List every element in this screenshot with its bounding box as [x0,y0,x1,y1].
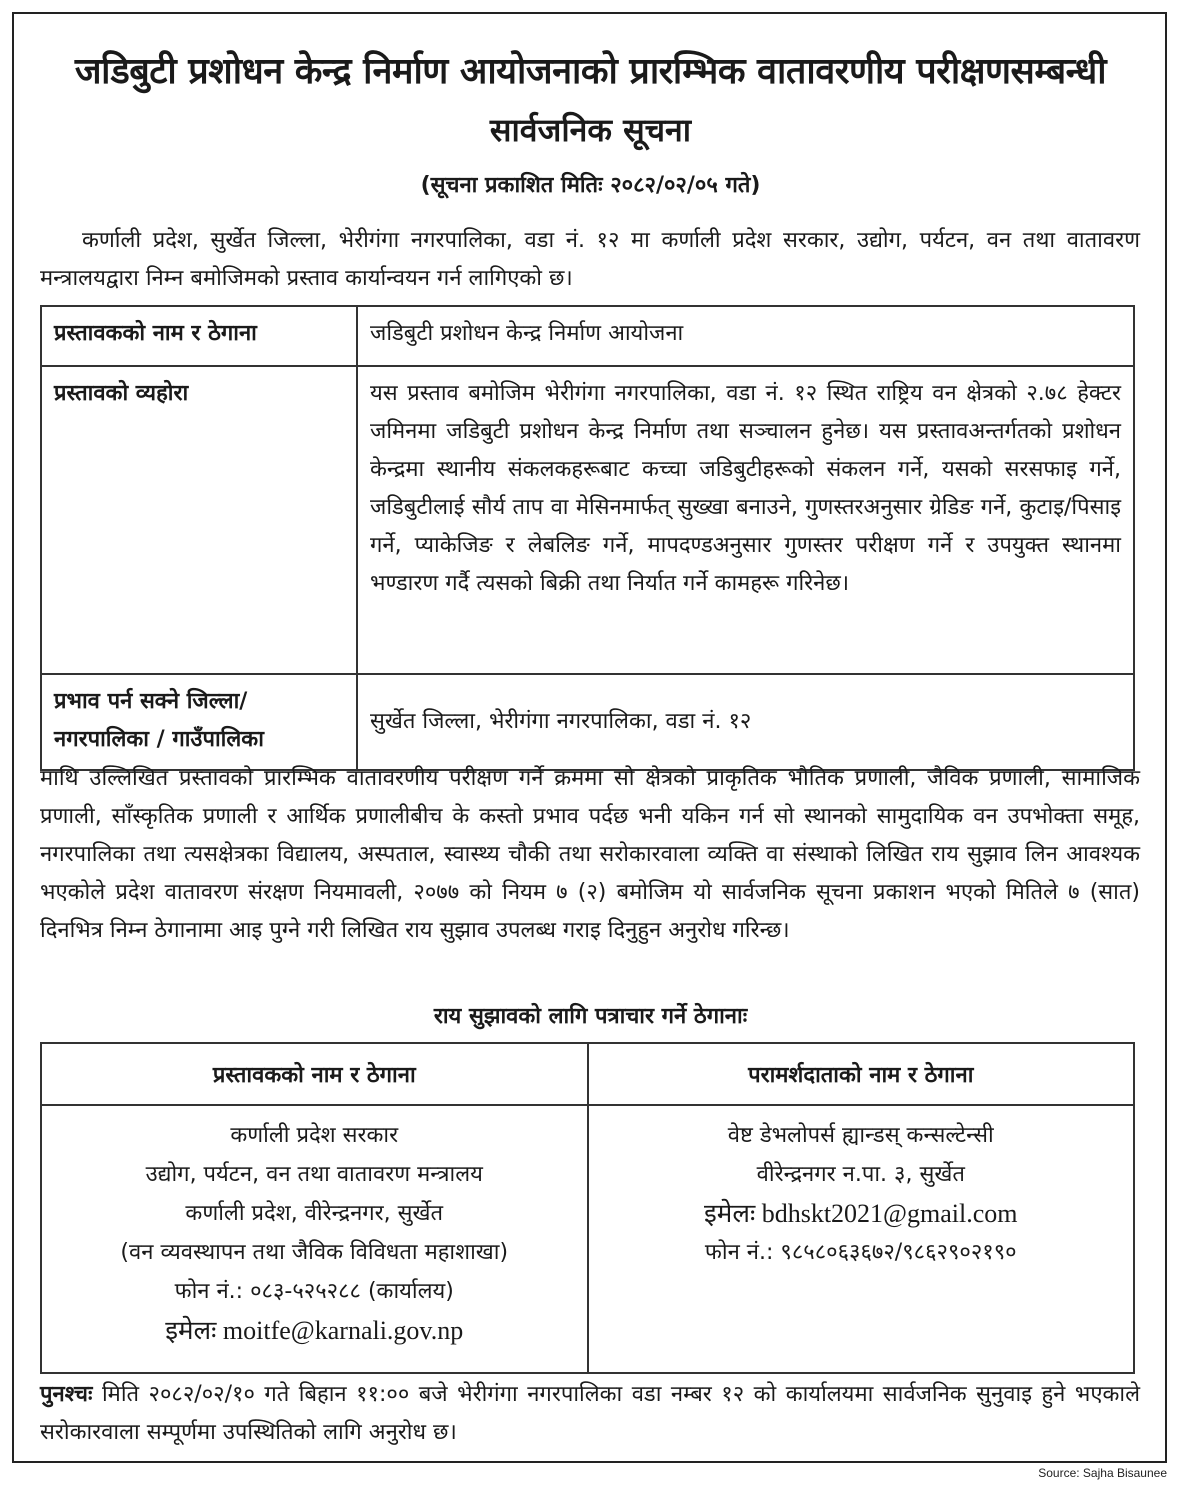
proposal-description-label: प्रस्तावको व्यहोरा [41,366,357,674]
postscript-label: पुनश्चः [40,1382,93,1407]
correspondence-heading: राय सुझावको लागि पत्राचार गर्ने ठेगानाः [433,1004,748,1029]
proponent-line: (वन व्यवस्थापन तथा जैविक विविधता महाशाखा) [120,1240,509,1265]
affected-area-value: सुर्खेत जिल्ला, भेरीगंगा नगरपालिका, वडा नं. १२ [357,674,1134,770]
postscript-text: मिति २०८२/०२/१० गते बिहान ११:०० बजे भेरीगंगा नगरपालिका वडा नम्बर १२ को कार्यालयमा सार्वजनिक सुनुवाइ हुने भएकाले सरोकारवाला सम्पूर्णमा उपस्थितिको लागि अनुरोध छ। [40,1382,1140,1445]
table-row [41,674,1134,770]
proponent-line: उद्योग, पर्यटन, वन तथा वातावरण मन्त्रालय [145,1162,483,1187]
proposal-table [40,305,1135,771]
consultant-email[interactable]: इमेलः bdhskt2021@gmail.com [704,1199,1018,1228]
consultant-line: वीरेन्द्रनगर न.पा. ३, सुर्खेत [756,1162,965,1187]
contacts-table [40,1042,1135,1374]
postscript [40,1376,1140,1452]
proponent-value: जडिबुटी प्रशोधन केन्द्र निर्माण आयोजना [357,306,1134,366]
proponent-phone: फोन नं.: ०८३-५२५२८८ (कार्यालय) [174,1279,454,1304]
table-header-row [41,1043,1134,1105]
consultant-phone: फोन नं.: ९८५८०६३६७२/९८६२९०२१९० [704,1240,1017,1265]
published-date: (सूचना प्रकाशित मितिः २०८२/०२/०५ गते) [420,173,761,198]
table-row [41,366,1134,674]
proponent-address-cell [41,1105,588,1373]
consultant-address-cell [588,1105,1135,1373]
proponent-line: कर्णाली प्रदेश सरकार [230,1123,399,1148]
notice-title: जडिबुटी प्रशोधन केन्द्र निर्माण आयोजनाको प्रारम्भिक वातावरणीय परीक्षणसम्बन्धी [74,51,1107,92]
proponent-label: प्रस्तावकको नाम र ठेगाना [41,306,357,366]
consultant-column-header: परामर्शदाताको नाम र ठेगाना [588,1043,1135,1105]
table-row [41,306,1134,366]
proponent-column-header: प्रस्तावकको नाम र ठेगाना [41,1043,588,1105]
proponent-line: कर्णाली प्रदेश, वीरेन्द्रनगर, सुर्खेत [185,1201,444,1226]
source-credit: Source: Sajha Bisaunee [1038,1466,1167,1480]
main-body-paragraph: माथि उल्लिखित प्रस्तावको प्रारम्भिक वातावरणीय परीक्षण गर्ने क्रममा सो क्षेत्रको प्राकृतिक भौतिक प्रणाली, जैविक प्रणाली, सामाजिक प्रणाली, साँस्कृतिक प्रणाली र आर्थिक प्रणालीबीच के कस्तो प्रभाव पर्दछ भनी यकिन गर्न सो स्थानको सामुदायिक वन उपभोक्ता समूह, नगरपालिका तथा त्यसक्षेत्रका विद्यालय, अस्पताल, स्वास्थ्य चौकी तथा सरोकारवाला व्यक्ति वा संस्थाको लिखित राय सुझाव लिन आवश्यक भएकोले प्रदेश वातावरण संरक्षण नियमावली, २०७७ को नियम ७ (२) बमोजिम यो सार्वजनिक सूचना प्रकाशन भएको मितिले ७ (सात) दिनभित्र निम्न ठेगानामा आइ पुग्ने गरी लिखित राय सुझाव उपलब्ध गराइ दिनुहुन अनुरोध गरिन्छ। [40,766,1140,943]
consultant-line: वेष्ट डेभलोपर्स ह्यान्डस् कन्सल्टेन्सी [727,1123,994,1148]
proponent-email[interactable]: इमेलः moitfe@karnali.gov.np [165,1316,464,1345]
notice-subtitle: सार्वजनिक सूचना [489,111,692,149]
intro-paragraph: कर्णाली प्रदेश, सुर्खेत जिल्ला, भेरीगंगा नगरपालिका, वडा नं. १२ मा कर्णाली प्रदेश सरकार, उद्योग, पर्यटन, वन तथा वातावरण मन्त्रालयद्वारा निम्न बमोजिमको प्रस्ताव कार्यान्वयन गर्न लागिएको छ। [40,228,1140,291]
proposal-description-value: यस प्रस्ताव बमोजिम भेरीगंगा नगरपालिका, वडा नं. १२ स्थित राष्ट्रिय वन क्षेत्रको २.७८ हेक्टर जमिनमा जडिबुटी प्रशोधन केन्द्र निर्माण तथा सञ्चालन हुनेछ। यस प्रस्तावअन्तर्गतको प्रशोधन केन्द्रमा स्थानीय संकलकहरूबाट कच्चा जडिबुटीहरूको संकलन गर्ने, यसको सरसफाइ गर्ने, जडिबुटीलाई सौर्य ताप वा मेसिनमार्फत् सुख्खा बनाउने, गुणस्तरअनुसार ग्रेडिङ गर्ने, कुटाइ/पिसाइ गर्ने, प्याकेजिङ र लेबलिङ गर्ने, मापदण्डअनुसार गुणस्तर परीक्षण गर्ने र उपयुक्त स्थानमा भण्डारण गर्दै त्यसको बिक्री तथा निर्यात गर्ने कामहरू गरिनेछ। [357,366,1134,674]
table-row [41,1105,1134,1373]
affected-area-label: प्रभाव पर्न सक्ने जिल्ला/ नगरपालिका / गाउँपालिका [41,674,357,770]
